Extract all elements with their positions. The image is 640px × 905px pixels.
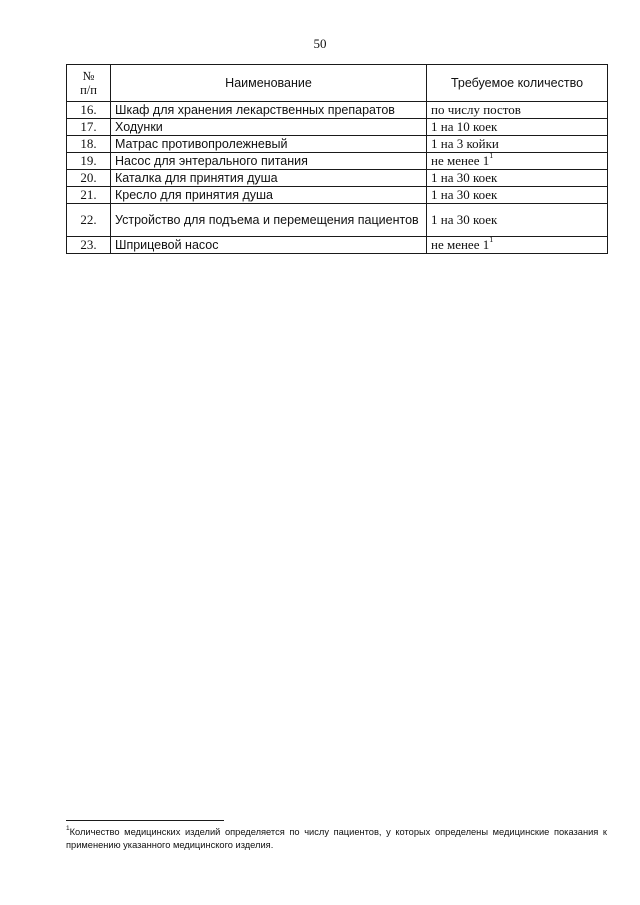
row-quantity-value: не менее 1 [431, 237, 490, 252]
footnote-marker: 1 [66, 824, 70, 832]
row-number: 19. [67, 153, 111, 170]
row-item-name: Насос для энтерального питания [111, 153, 427, 170]
header-name: Наименование [111, 65, 427, 102]
row-quantity [427, 187, 608, 204]
row-item-name: Шприцевой насос [111, 237, 427, 254]
row-quantity-value: 1 на 3 койки [431, 136, 499, 151]
row-item-name: Кресло для принятия душа [111, 187, 427, 204]
table-body [67, 102, 608, 254]
table-row [67, 237, 608, 254]
table-row [67, 119, 608, 136]
footnote [66, 826, 607, 852]
footnote-reference: 1 [489, 234, 494, 244]
row-quantity [427, 136, 608, 153]
row-quantity [427, 234, 608, 254]
row-quantity [427, 150, 608, 170]
row-quantity [427, 102, 608, 119]
table-row [67, 187, 608, 204]
row-item-name: Шкаф для хранения лекарственных препаратов [111, 102, 427, 119]
row-quantity [427, 170, 608, 187]
row-quantity-value: 1 на 30 коек [431, 212, 498, 227]
table-row [67, 170, 608, 187]
table-row [67, 204, 608, 237]
row-number: 23. [67, 237, 111, 254]
row-number: 16. [67, 102, 111, 119]
row-item-name: Матрас противопролежневый [111, 136, 427, 153]
equipment-table [66, 64, 608, 254]
row-item-name: Каталка для принятия душа [111, 170, 427, 187]
footnote-divider [66, 820, 224, 821]
table-header-row [67, 65, 608, 102]
footnote-text: Количество медицинских изделий определяется по числу пациентов, у которых определены медицинские показания к применению указанного медицинского изделия. [66, 827, 607, 850]
row-quantity [427, 204, 608, 237]
row-quantity-value: 1 на 10 коек [431, 119, 498, 134]
row-quantity-value: 1 на 30 коек [431, 187, 498, 202]
row-item-name: Ходунки [111, 119, 427, 136]
row-quantity [427, 119, 608, 136]
row-quantity-value: не менее 1 [431, 153, 490, 168]
table-row [67, 102, 608, 119]
table-row [67, 153, 608, 170]
header-number [67, 65, 111, 102]
header-number-symbol: № [82, 69, 95, 83]
header-number-abbrev: п/п [80, 83, 97, 97]
row-number: 18. [67, 136, 111, 153]
row-quantity-value: по числу постов [431, 102, 521, 117]
row-number: 21. [67, 187, 111, 204]
row-number: 20. [67, 170, 111, 187]
table-row [67, 136, 608, 153]
header-quantity: Требуемое количество [427, 65, 608, 102]
footnote-reference: 1 [489, 150, 494, 160]
page-number: 50 [313, 36, 327, 51]
row-quantity-value: 1 на 30 коек [431, 170, 498, 185]
row-item-name: Устройство для подъема и перемещения пациентов [111, 204, 427, 237]
row-number: 17. [67, 119, 111, 136]
row-number: 22. [67, 204, 111, 237]
